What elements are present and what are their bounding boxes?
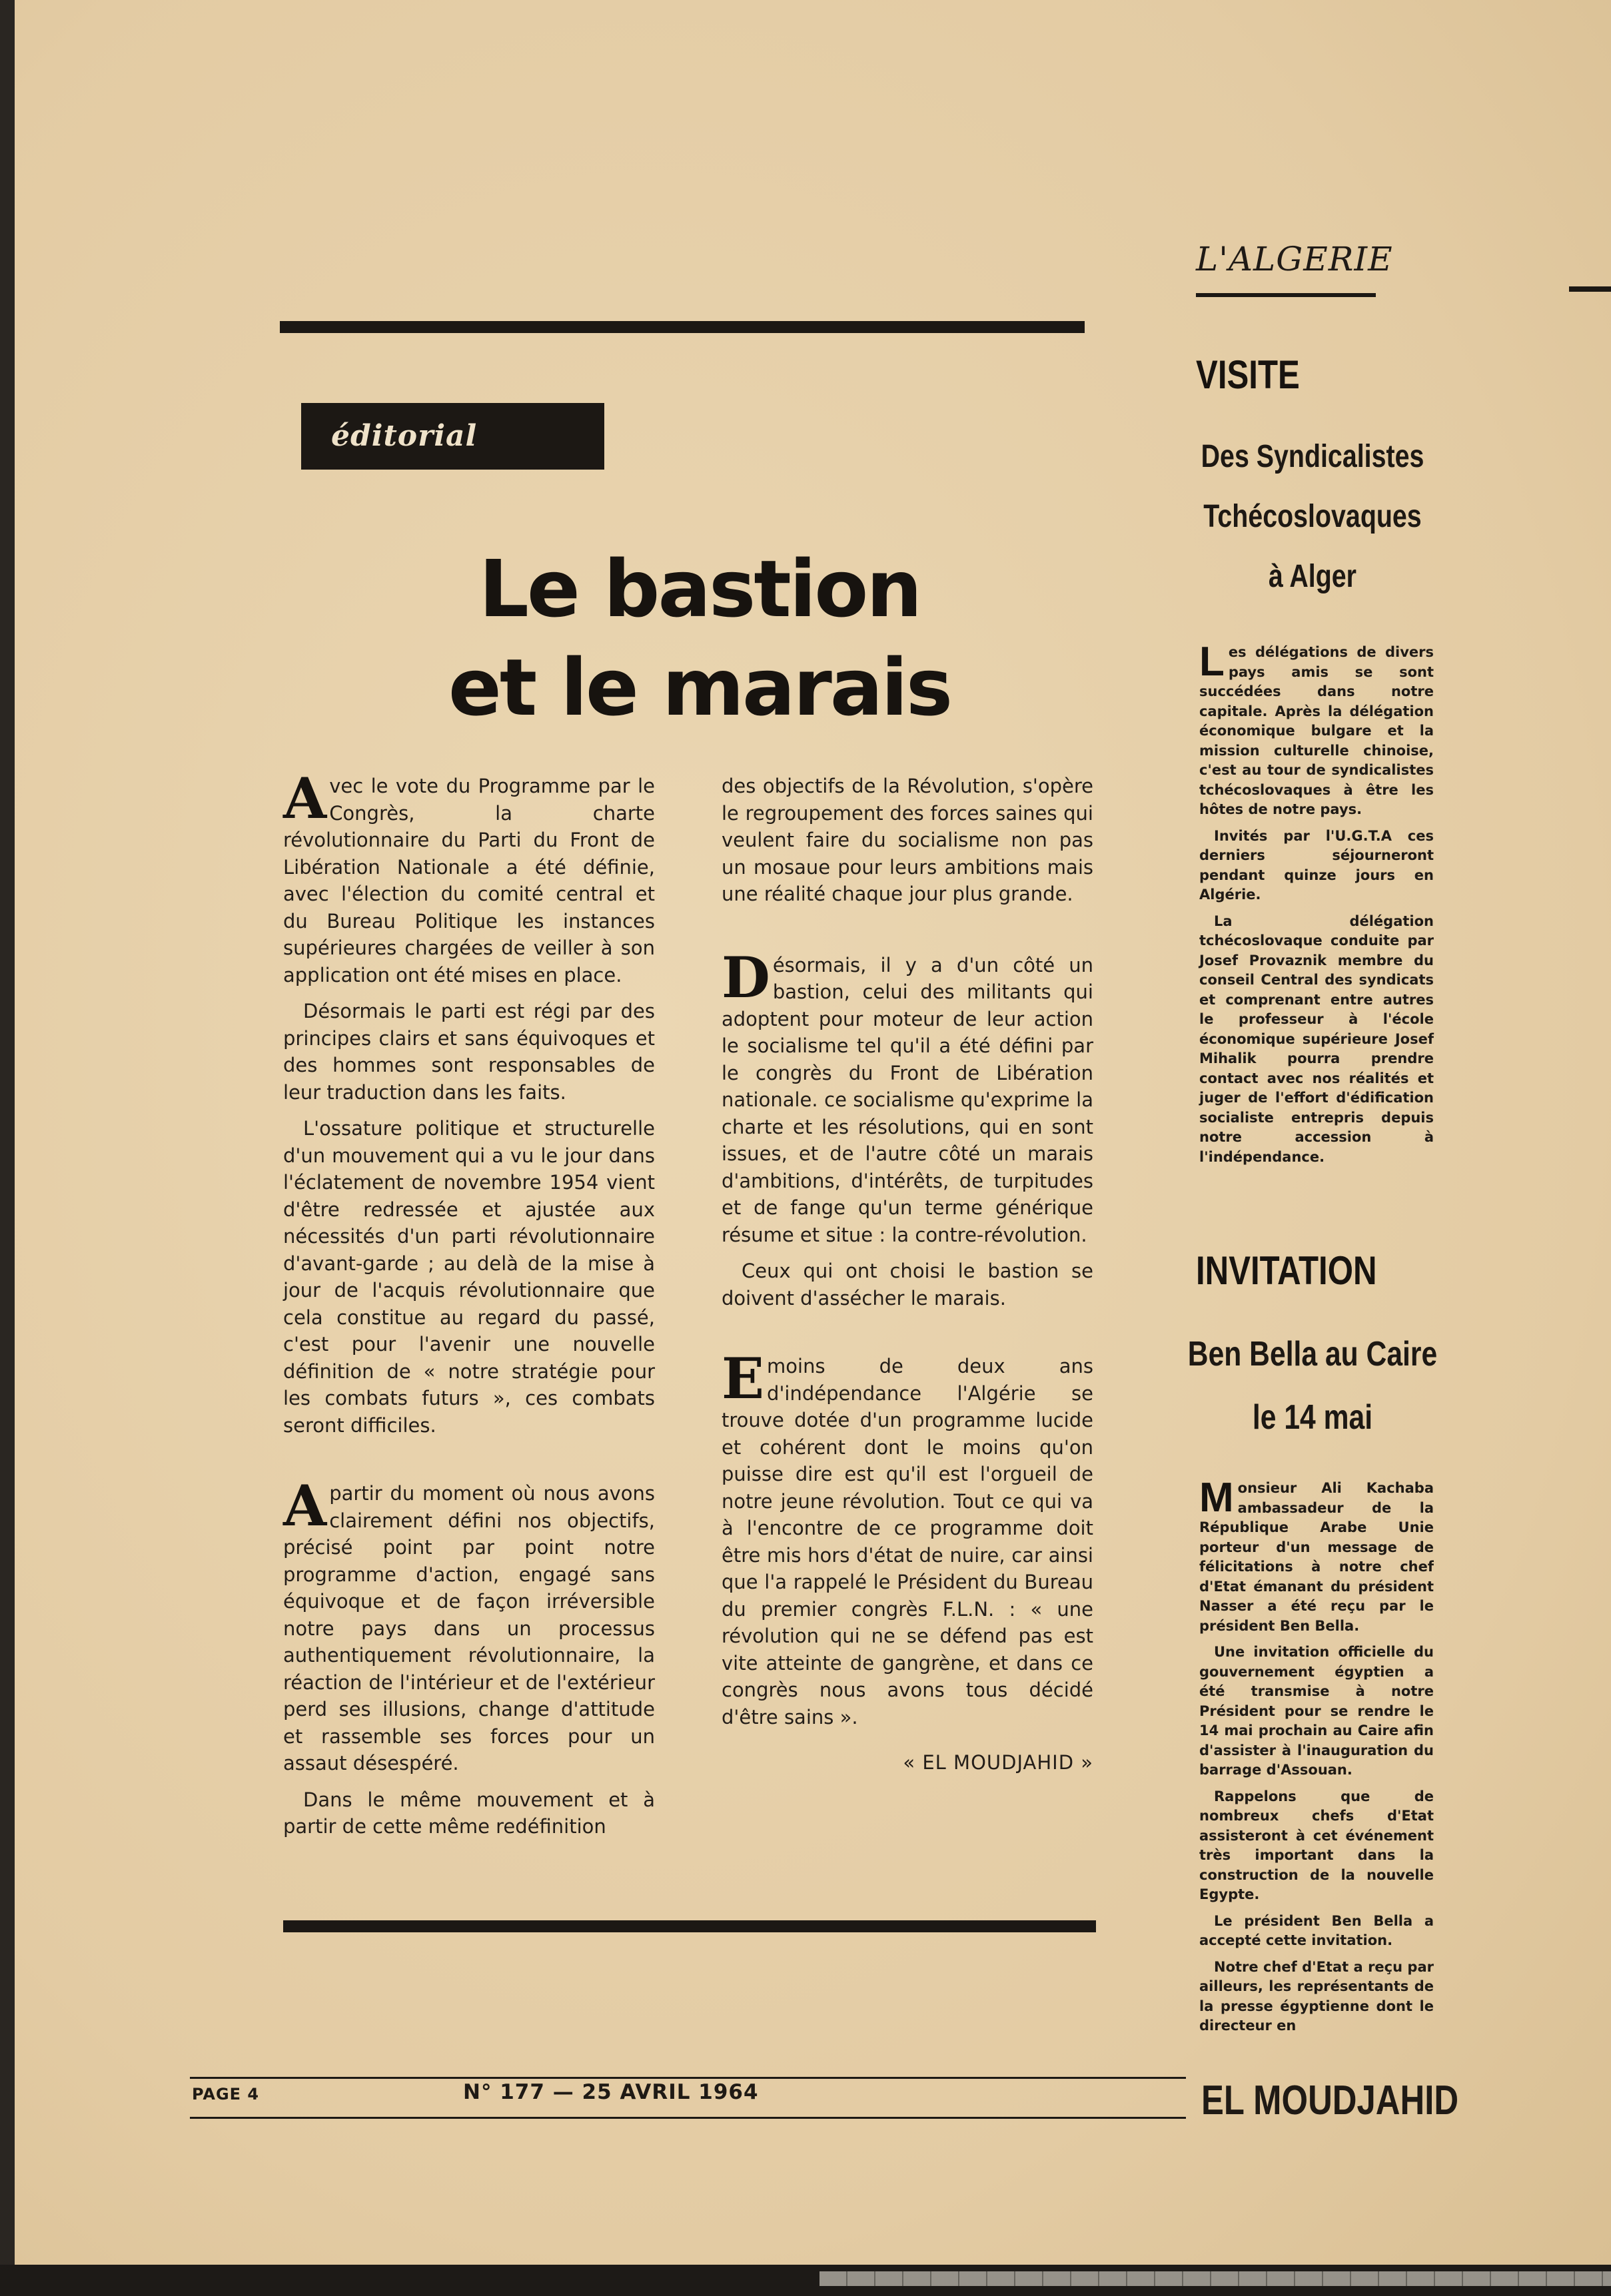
editorial-bottom-rule [283,1920,1096,1932]
editorial-tag: éditorial [301,403,604,470]
edge-rule [1569,286,1611,292]
invitation-subhead-2: le 14 mai [1252,1398,1373,1437]
paragraph: Rappelons que de nombreux chefs d'Etat assisteront à cet événement très important dans la construction de la nouvelle Egypte. [1199,1788,1434,1902]
visite-subhead-3: à Alger [1269,559,1356,594]
page-number: PAGE 4 [192,2085,260,2104]
editorial-column-2 [722,773,1093,1776]
paragraph: Désormais le parti est régi par des principes clairs et sans équivoques et des hommes sont responsables de leur traduction dans les faits. [283,1000,655,1104]
paragraph: Emoins de deux ans d'indépendance l'Algérie se trouve dotée d'un programme lucide et cohérent dont le moins qu'on puisse dire est qu'il est l'orgueil de notre jeune révolution. Tout ce qui va à l'encontre de ce programme doit être mis hors d'état de nuire, car ainsi que l'a rappelé le Président du Bureau du premier congrès F.L.N. : « une révolution qui ne se défend pas est vite atteinte de gangrène, et dans ce congrès nous avons tous décidé d'être sains ». [722,1345,1093,1728]
masthead-title: L'ALGERIE [1196,240,1393,278]
paragraph: Avec le vote du Programme par le Congrès, la charte révolutionnaire du Parti du Front de Libération Nationale a été définie, avec l'élection du comité central et du Bureau Politique les instances supérieures chargées de veiller à son application ont été mises en place. [283,765,655,986]
drop-cap: D [722,944,770,1010]
editorial-top-rule [280,321,1085,333]
invitation-kicker: INVITATION [1196,1248,1377,1293]
drop-cap: M [1199,1479,1234,1521]
editorial-headline [426,540,973,737]
paragraph: Apartir du moment où nous avons clairement défini nos objectifs, précisé point par point notre programme d'action, engagé sans équivoque et de façon irréversible notre pays dans un processus authentiquement révolutionnaire, la réaction de l'intérieur et de l'extérieur perd ses illusions, change d'attitude et rassemble ses forces pour un assaut désespéré. [283,1473,655,1774]
paragraph: La délégation tchécoslovaque conduite par Josef Provaznik membre du conseil Central des syndicats et comprenant entre autres le professeur à l'école économique supérieure Josef Mihalik pourra prendre contact avec nos réalités et juger de l'effort d'édification socialiste entrepris depuis notre accession à l'indépendance. [1199,913,1434,1165]
drop-cap: E [722,1345,765,1411]
headline-line-1: Le bastion [478,543,921,635]
paragraph: Les délégations de divers pays amis se sont succédées dans notre capitale. Après la délégation économique bulgare et la mission culturelle chinoise, c'est au tour de syndicalistes tchécoslovaques à être les hôtes de notre pays. [1199,639,1434,817]
paragraph: L'ossature politique et structurelle d'un mouvement qui a vu le jour dans l'éclatement de novembre 1954 vient d'être redressée et ajustée aux nécessités d'un parti révolutionnaire d'avant-garde ; au delà de la mise à jour de l'acquis révolutionnaire que cela constitue au regard du passé, c'est pour l'avenir une nouvelle définition de « notre stratégie pour les combats futurs », ces combats seront difficiles. [283,1117,655,1437]
paragraph: Monsieur Ali Kachaba ambassadeur de la République Arabe Unie porteur d'un message de félicitations à notre chef d'Etat émanant du président Nasser a été reçu par le président Ben Bella. [1199,1479,1434,1634]
paragraph: Le président Ben Bella a accepté cette invitation. [1199,1912,1434,1948]
footer-brand: EL MOUDJAHID [1201,2078,1459,2123]
visite-subhead-2: Tchécoslovaques [1203,499,1422,534]
paragraph: Ceux qui ont choisi le bastion se doivent d'assécher le marais. [722,1260,1093,1310]
paragraph: Dans le même mouvement et à partir de cette même redéfinition [283,1788,655,1838]
headline-line-2: et le marais [448,641,951,733]
visite-kicker: VISITE [1196,352,1300,397]
drop-cap: A [283,1473,327,1539]
paragraph: Désormais, il y a d'un côté un bastion, celui des militants qui adoptent pour moteur de leur action le socialisme tel qu'il a été défini par le congrès du Front de Libération nationale. ce socialisme qu'exprime la charte et les résolutions, qui en sont issues, et de l'autre côté un marais d'ambitions, d'intérêts, de turpitudes et de fange qu'un terme générique résume et situe : la contre-révolution. [722,944,1093,1246]
invitation-subhead-1: Ben Bella au Caire [1187,1335,1438,1373]
paragraph: Notre chef d'Etat a reçu par ailleurs, les représentants de la presse égyptienne dont le directeur en [1199,1958,1434,2034]
paragraph: Invités par l'U.G.T.A ces derniers séjourneront pendant quinze jours en Algérie. [1199,827,1434,903]
footer-rule [190,2077,1186,2079]
drop-cap: A [283,765,327,831]
visite-article [1199,639,1434,1174]
drop-cap: L [1199,639,1225,685]
footer-rule-bottom [190,2117,1186,2119]
issue-line: N° 177 — 25 AVRIL 1964 [463,2080,759,2104]
editorial-signature: « EL MOUDJAHID » [903,1751,1093,1774]
masthead-underline [1196,293,1376,297]
editorial-column-1 [283,765,655,1850]
paragraph: Une invitation officielle du gouvernement égyptien a été transmise à notre Président pour se rendre le 14 mai prochain au Caire afin d'assister à l'inauguration du barrage d'Assouan. [1199,1644,1434,1778]
visite-subhead-1: Des Syndicalistes [1201,439,1424,474]
invitation-article [1199,1479,1434,2052]
scan-scale-bar [819,2271,1611,2286]
paragraph: des objectifs de la Révolution, s'opère le regroupement des forces saines qui veulent faire du socialisme non pas un mosaue pour leurs ambitions mais une réalité chaque jour plus grande. [722,775,1093,905]
